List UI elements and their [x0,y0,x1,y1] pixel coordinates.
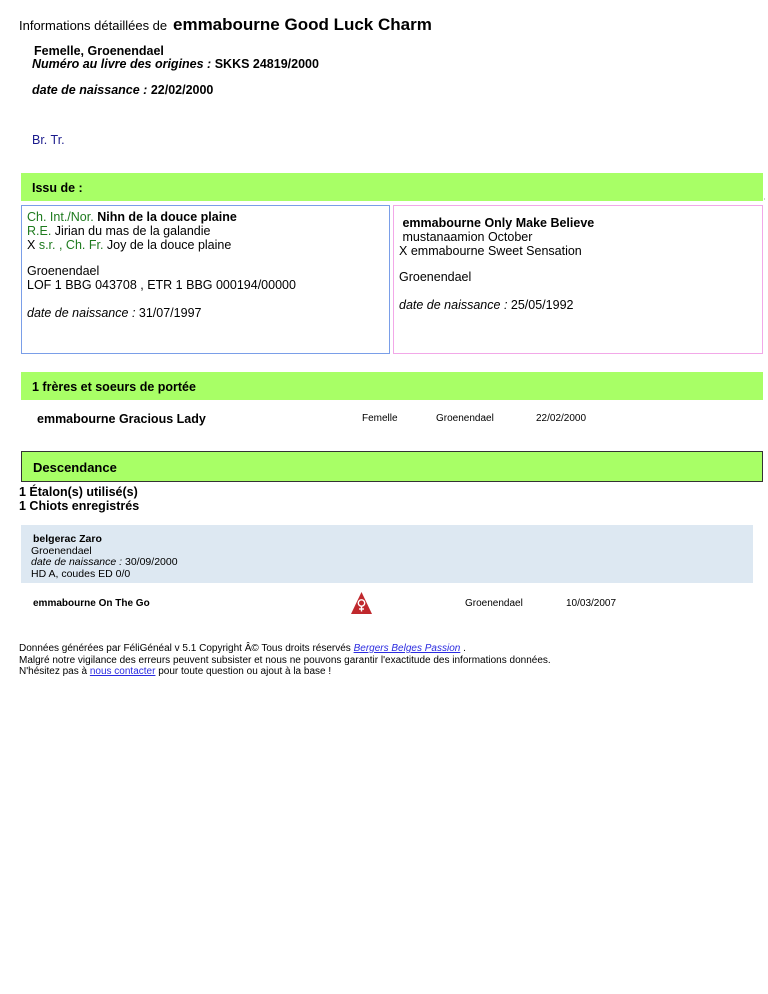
sire-sire-line [27,224,389,238]
dam-dam-line [399,244,762,258]
sire-title-line [27,210,389,224]
sire-titles: Ch. Int./Nor. [27,210,94,224]
dam-dob [399,298,762,312]
dam-dam-name[interactable]: emmabourne Sweet Sensation [410,244,582,258]
registration-number [32,57,319,71]
sire-name[interactable]: Nihn de la douce plaine [97,210,237,224]
sibling-breed: Groenendael [436,413,494,424]
divider [764,198,765,200]
dam-dob-label: date de naissance : [399,298,508,312]
sire-sire-name[interactable]: Jirian du mas de la galandie [54,224,211,238]
sibling-name[interactable]: emmabourne Gracious Lady [37,412,206,426]
sire-sire-title: R.E. [27,224,52,238]
stud-health: HD A, coudes ED 0/0 [31,567,131,580]
progeny-stats [19,485,139,513]
litter-heading: 1 frères et soeurs de portée [21,372,763,400]
puppy-breed: Groenendael [465,598,523,609]
footer-line-3 [19,666,551,678]
footer [19,643,551,678]
footer-contact-pre: N'hésitez pas à [19,666,88,677]
footer-line-2: Malgré notre vigilance des erreurs peuvent subsister et nous ne pouvons garantir l'exactitude des informations données. [19,654,551,666]
sire-dob-label: date de naissance : [27,306,136,320]
dob-label: date de naissance : [32,83,148,97]
stud-dob-label: date de naissance : [31,556,123,568]
stud-dob-value: 30/09/2000 [125,556,178,568]
registration-label: Numéro au livre des origines : [32,57,212,71]
sire-breed: Groenendael [27,264,100,278]
sex-breed: Femelle, Groenendael [34,44,164,58]
dam-breed: Groenendael [399,270,472,284]
sibling-dob: 22/02/2000 [536,413,587,424]
sire-dam-name[interactable]: Joy de la douce plaine [106,238,232,252]
puppies-registered-count: 1 Chiots enregistrés [19,499,140,513]
female-symbol-icon [351,592,372,614]
footer-copyright: Données générées par FéliGénéal v 5.1 Copyright Â© Tous droits réservés [19,643,351,654]
page-title: emmabourne Good Luck Charm [173,15,432,34]
puppy-dob: 10/03/2007 [566,598,617,609]
sire-registration: LOF 1 BBG 043708 , ETR 1 BBG 000194/00000 [27,278,296,292]
sire-dob [27,306,389,320]
dam-sire-name[interactable]: mustanaamion October [402,230,533,244]
footer-contact-post: pour toute question ou ajout à la base ! [158,666,332,677]
cross-mark: X [27,238,36,252]
puppy-name[interactable]: emmabourne On The Go [33,598,150,609]
studs-used-count: 1 Étalon(s) utilisé(s) [19,485,138,499]
title-prefix: Informations détaillées de [19,18,168,33]
dam-box [393,205,763,354]
contact-link[interactable]: nous contacter [89,666,156,677]
breeder-abbr: Br. Tr. [32,133,65,147]
sibling-sex: Femelle [362,413,398,424]
sire-dob-value: 31/07/1997 [138,306,202,320]
date-of-birth [32,83,213,97]
stud-dob [31,557,753,569]
sire-dam-title: s.r. , Ch. Fr. [38,238,104,252]
cross-mark: X [399,244,408,258]
dam-name[interactable]: emmabourne Only Make Believe [402,216,595,230]
sire-box [21,205,390,354]
dob-value: 22/02/2000 [150,83,214,97]
stud-card [21,525,753,583]
sire-dam-line [27,238,389,252]
registration-value: SKKS 24819/2000 [214,57,319,71]
stud-breed: Groenendael [31,544,92,557]
parents-heading: Issu de : [21,173,763,201]
bergers-belges-passion-link[interactable]: Bergers Belges Passion [353,643,461,654]
progeny-heading: Descendance [21,451,763,482]
footer-period: . [463,643,466,654]
dam-sire-line [399,230,762,244]
stud-name[interactable]: belgerac Zaro [33,533,102,545]
footer-line-1 [19,643,551,655]
dam-dob-value: 25/05/1992 [510,298,574,312]
dam-title-line [399,216,762,230]
